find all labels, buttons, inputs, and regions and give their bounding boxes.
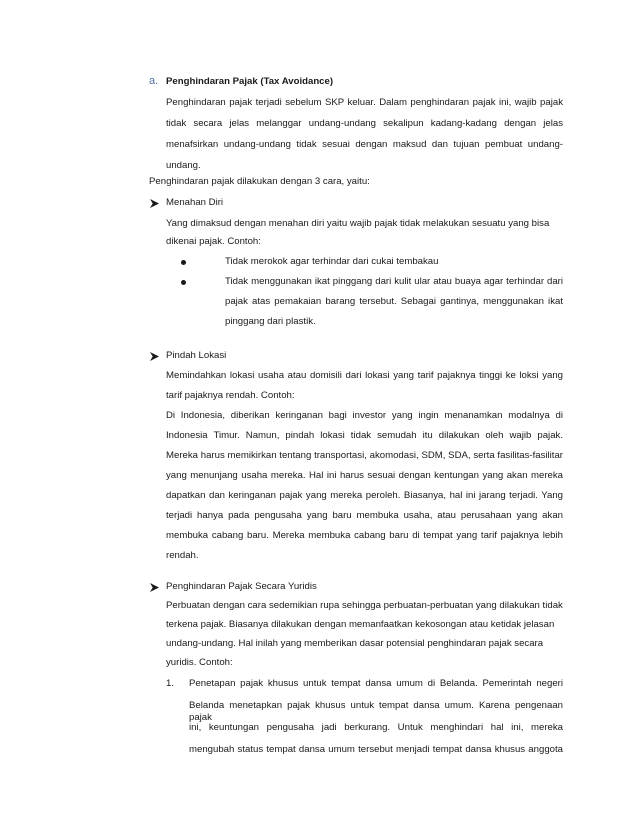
section-2-line-2: tarif pajaknya rendah. Contoh: bbox=[166, 390, 295, 401]
heading-line-4: undang. bbox=[166, 160, 201, 171]
section-3-line-4: yuridis. Contoh: bbox=[166, 657, 233, 668]
section-2-line-10: rendah. bbox=[166, 550, 199, 561]
intro-text: Penghindaran pajak dilakukan dengan 3 cara, yaitu: bbox=[149, 176, 370, 187]
arrow-bullet-icon bbox=[150, 352, 159, 361]
heading-title: Penghindaran Pajak (Tax Avoidance) bbox=[166, 76, 334, 87]
heading-line-2: tidak secara jelas melanggar undang-undang sekalipun kadang-kadang dengan jelas bbox=[166, 118, 563, 129]
section-2-line-6: yang menunjang usaha mereka. Hal ini harus sesuai dengan kentungan yang akan mereka bbox=[166, 470, 563, 481]
section-2-line-4: Indonesia Timur. Namun, pindah lokasi tidak semudah itu dilakukan oleh wajib pajak. bbox=[166, 430, 563, 441]
section-3-line-3: undang-undang. Hal inilah yang memberikan dasar potensial penghindaran pajak secara bbox=[166, 638, 544, 649]
section-1-line-2: dikenai pajak. Contoh: bbox=[166, 236, 261, 247]
section-2-line-8: terjadi hanya pada pengusaha yang baru membuka usaha, atau perusahaan yang akan bbox=[166, 510, 563, 521]
section-1-title: Menahan Diri bbox=[166, 197, 224, 208]
section-1-bullet-2-line-1: Tidak menggunakan ikat pinggang dari kulit ular atau buaya agar terhindar dari bbox=[225, 276, 563, 287]
heading-line-1: Penghindaran pajak terjadi sebelum SKP keluar. Dalam penghindaran pajak ini, wajib pajak bbox=[166, 97, 563, 108]
section-2-title: Pindah Lokasi bbox=[166, 350, 227, 361]
section-3-title: Penghindaran Pajak Secara Yuridis bbox=[166, 581, 317, 592]
section-3-item-number: 1. bbox=[166, 678, 175, 689]
section-1-bullet-2-line-2: pajak atas pemakaian barang tersebut. Sebagai gantinya, menggunakan ikat bbox=[225, 296, 563, 307]
section-3-item-line-1: Penetapan pajak khusus untuk tempat dansa umum di Belanda. Pemerintah negeri bbox=[189, 678, 563, 689]
arrow-bullet-icon bbox=[150, 199, 159, 208]
bullet-dot-icon bbox=[181, 260, 186, 265]
section-2-line-1: Memindahkan lokasi usaha atau domisili dari lokasi yang tarif pajaknya tinggi ke loksi yang bbox=[166, 370, 563, 381]
heading-letter: a. bbox=[149, 75, 159, 87]
arrow-bullet-icon bbox=[150, 583, 159, 592]
section-3-item-line-3: ini, keuntungan pengusaha jadi berkurang. Untuk menghindari hal ini, mereka bbox=[189, 722, 563, 733]
section-1-bullet-1: Tidak merokok agar terhindar dari cukai tembakau bbox=[225, 256, 439, 267]
bullet-dot-icon bbox=[181, 280, 186, 285]
section-3-item-line-2: Belanda menetapkan pajak khusus untuk tempat dansa umum. Karena pengenaan pajak bbox=[189, 700, 563, 723]
section-3-line-2: terkena pajak. Biasanya dilakukan dengan memanfaatkan kekosongan atau ketidak jelasan bbox=[166, 619, 555, 630]
section-2-line-3: Di Indonesia, diberikan keringanan bagi investor yang ingin menanamkan modalnya di bbox=[166, 410, 563, 421]
section-2-line-5: Mereka harus memikirkan tentang transportasi, akomodasi, SDM, SDA, serta fasilitas-fasilitar bbox=[166, 450, 563, 461]
section-3-item-line-4: mengubah status tempat dansa umum tersebut menjadi tempat dansa khusus anggota bbox=[189, 744, 563, 755]
section-1-bullet-2-line-3: pinggang dari plastik. bbox=[225, 316, 316, 327]
section-2-line-7: dapatkan dan keringanan pajak yang mereka peroleh. Biasanya, hal ini jarang terjadi. Yang bbox=[166, 490, 563, 501]
section-2-line-9: membuka cabang baru. Mereka membuka cabang baru di tempat yang tarif pajaknya lebih bbox=[166, 530, 563, 541]
section-3-line-1: Perbuatan dengan cara sedemikian rupa sehingga perbuatan-perbuatan yang dilakukan tidak bbox=[166, 600, 563, 611]
section-1-line-1: Yang dimaksud dengan menahan diri yaitu wajib pajak tidak melakukan sesuatu yang bisa bbox=[166, 218, 550, 229]
heading-line-3: menafsirkan undang-undang tidak sesuai dengan maksud dan tujuan pembuat undang- bbox=[166, 139, 563, 150]
